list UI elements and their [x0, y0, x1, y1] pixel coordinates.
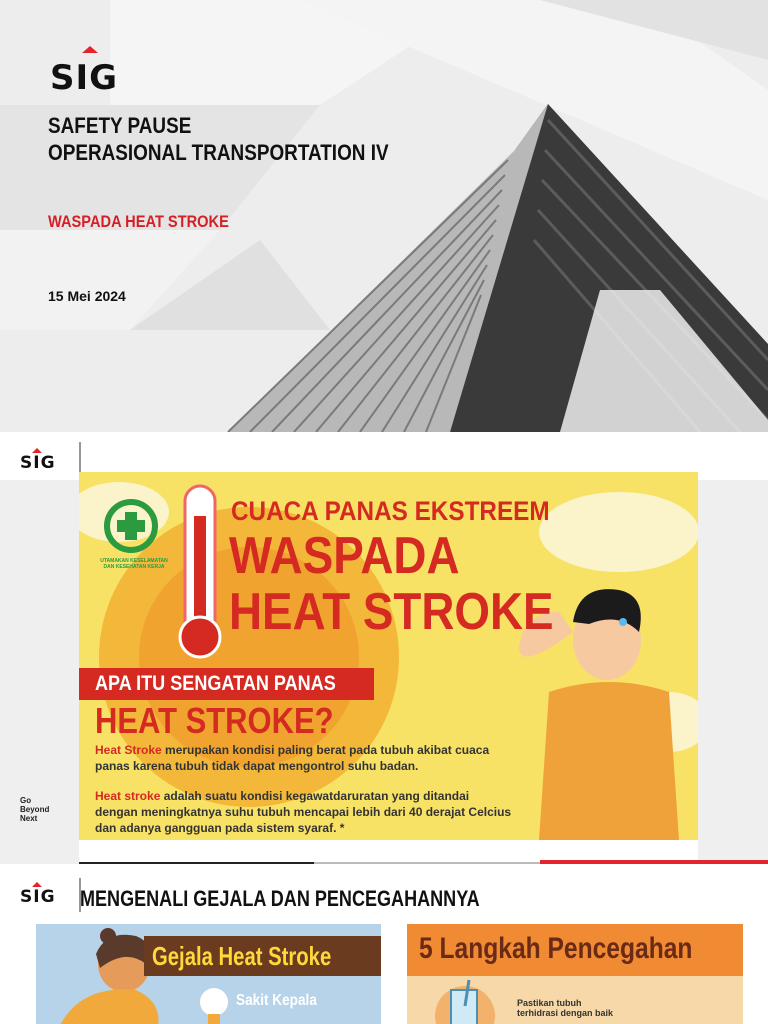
tagline-line-3: Next [20, 814, 38, 823]
symptoms-card [36, 924, 381, 1024]
prevention-title: 5 Langkah Pencegahan [419, 932, 693, 965]
para2-term: Heat stroke [95, 789, 161, 803]
page-title [48, 112, 389, 166]
para2-rest: adalah suatu kondisi kegawatdaruratan yang ditandai dengan meningkatnya suhu tubuh mencapai lebih dari 40 derajat Celcius dan adanya gangguan pada sistem syaraf. * [95, 789, 512, 835]
logo-caret-icon [82, 46, 98, 53]
para1-term: Heat Stroke [95, 743, 162, 757]
symptoms-title: Gejala Heat Stroke [152, 941, 332, 971]
title-slide: SIG SAFETY PAUSE OPERASIONAL TRANSPORTATION IV WASPADA HEAT STROKE 15 Mei 2024 [0, 0, 768, 432]
right-band [698, 480, 768, 864]
paragraph-2 [95, 788, 515, 836]
headline-line-2: HEAT STROKE [229, 583, 554, 641]
para1-rest: merupakan kondisi paling berat pada tubuh akibat cuaca panas karena tubuh tidak dapat mengontrol suhu badan. [95, 743, 490, 773]
paragraph-1 [95, 742, 515, 774]
tagline [20, 796, 49, 823]
question-banner [79, 668, 374, 700]
poster-logo-text: UTAMAKAN KESELAMATAN DAN KESEHATAN KERJA [100, 558, 168, 570]
prevention-card [407, 924, 743, 1024]
headline-line-1: WASPADA [229, 527, 460, 585]
prevention-body [407, 976, 743, 1024]
section-title: MENGENALI GEJALA DAN PENCEGAHANNYA [80, 886, 480, 911]
question-big: HEAT STROKE? [95, 700, 334, 741]
person-illustration [539, 682, 679, 840]
headline-big [229, 528, 554, 640]
title-line-2: OPERASIONAL TRANSPORTATION IV [48, 140, 389, 165]
tagline-line-1: Go [20, 796, 32, 805]
tagline-line-2: Beyond [20, 805, 50, 814]
symptoms-slide: SIG MENGENALI GEJALA DAN PENCEGAHANNYA Gejala Heat Stroke Sakit Kepala 5 Langkah Pencegahan Pastikan tubuh terhidrasi dengan baik [0, 864, 768, 1024]
subtitle: WASPADA HEAT STROKE [48, 212, 229, 231]
question-banner-text: APA ITU SENGATAN PANAS [95, 672, 336, 695]
prevention-item: Pastikan tubuh terhidrasi dengan baik [517, 998, 614, 1018]
symptoms-header [144, 936, 381, 976]
title-line-1: SAFETY PAUSE [48, 113, 192, 138]
heat-stroke-poster [79, 472, 698, 840]
poster-slide: SIG UTAMAKAN KESELAMATAN DAN KESEHATAN KERJA CUACA PANAS EKSTREEM WASPADA HEAT STROKE APA ITU SENGATAN PANAS HEAT STROKE? Heat Stroke merupakan kondisi paling berat pada tubuh akibat cuaca panas karena tubuh tidak dapat mengontrol suhu badan. Heat stroke adalah suatu kondisi kegawatdaruratan yang ditandai dengan meningkatnya suhu tubuh mencapai lebih dari 40 derajat Celcius dan adanya gangguan pada sistem syaraf. * Go Beyond Next [0, 432, 768, 864]
date-label: 15 Mei 2024 [48, 288, 126, 304]
symptom-item: Sakit Kepala [236, 992, 317, 1009]
headline-small: CUACA PANAS EKSTREEM [231, 496, 550, 526]
water-glass-icon [407, 976, 517, 1024]
